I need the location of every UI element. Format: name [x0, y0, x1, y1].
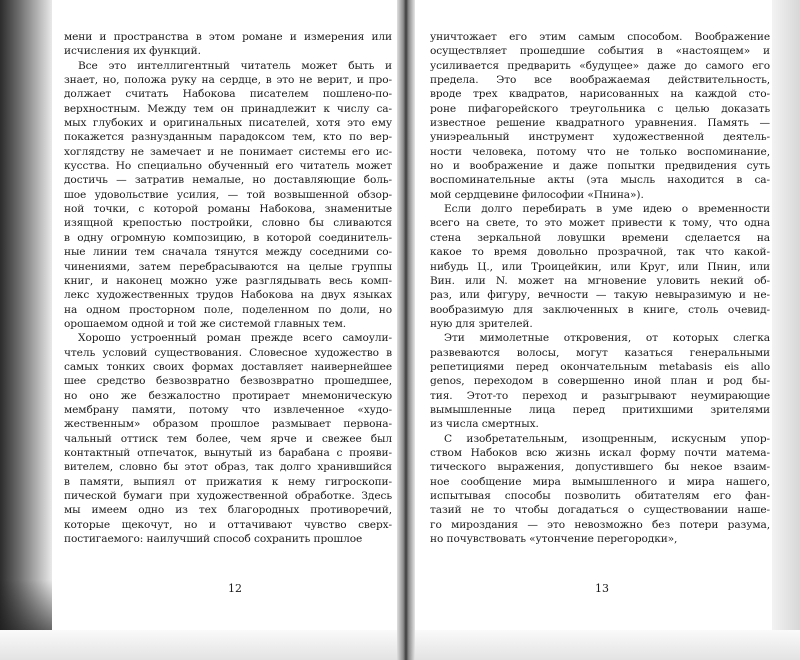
- text-line: нибудь Ц., или Троицейкин, или Круг, или Пнин, или: [430, 260, 770, 273]
- text-line: из числа смертных.: [430, 418, 539, 431]
- text-line: усиливается предварить «будущее» даже до самого его: [430, 59, 770, 72]
- text-line: которые щекочут, но и оттачивают чувство сверх-: [64, 518, 392, 531]
- text-line: униэреальный инструмент художественной деятель-: [430, 131, 770, 144]
- text-line: мембрану памяти, потому что извлеченное «худо-: [64, 403, 392, 416]
- left-page-text: [64, 30, 392, 546]
- text-line: репетициями перед окончательным metabasis eis allo: [430, 360, 770, 373]
- text-line: в памяти, выпиял от прижатия к нему гигроскопи-: [64, 475, 392, 488]
- text-line: genos, переходом в совершенно иной план и род бы-: [430, 375, 770, 388]
- text-line: чтель условий существования. Словесное художество в: [64, 346, 392, 359]
- text-line: но и воображение и даже попытки предвидения суть: [430, 160, 770, 173]
- text-line: исчисления их функций.: [64, 45, 201, 58]
- text-line: какое то время довольно прозрачной, так что какой-: [430, 246, 770, 259]
- right-page: [430, 30, 770, 630]
- text-line: кусства. Но специально обученный его читатель может: [64, 160, 392, 173]
- text-line: на одном просторном поле, поделенном по доли, но: [64, 303, 392, 316]
- text-line: ные линии тем сначала тянутся между соседними со-: [64, 246, 392, 259]
- text-line: ной точки, с которой романы Набокова, знаменитые: [64, 203, 392, 216]
- text-line: пической бумаги при художественной обработке. Здесь: [64, 490, 392, 502]
- text-line: роне пифагорейского треугольника с целью доказать: [430, 102, 770, 115]
- text-line: мени и пространства в этом романе и измерения или: [64, 31, 392, 43]
- text-line: должает считать Набокова писателем пошлено-по-: [64, 88, 392, 101]
- text-line: Все это интеллигентный читатель может быть и: [78, 59, 392, 72]
- text-line: уничтожает его этим самым способом. Воображение: [430, 31, 770, 43]
- text-line: воспоминательные акты (эта мысль находится в са-: [430, 174, 770, 187]
- text-line: вообразимую для заключенных в книге, столь очевид-: [430, 303, 770, 316]
- text-line: мы имеем одно из тех благородных противоречий,: [64, 504, 392, 517]
- text-line: шое удовольствие усилия, — той возвышенной обзор-: [64, 188, 392, 201]
- text-line: предела. Это все воображаемая действительность,: [430, 74, 770, 87]
- text-line: шее средство безвозвратно безвозвратно прошедшее,: [64, 375, 392, 388]
- text-line: тического выражения, допустившего бы некое взаим-: [430, 461, 770, 474]
- right-page-number: 13: [595, 582, 609, 595]
- left-page: [64, 30, 392, 630]
- text-line: известное решение квадратного уравнения. Память —: [430, 117, 770, 130]
- text-line: С изобретательным, изощренным, искусным упор-: [444, 432, 770, 445]
- text-line: чальный оттиск тем более, чем ярче и свежее был: [64, 432, 392, 445]
- text-line: тазий не то чтобы догадаться о существовании наше-: [430, 504, 770, 517]
- text-line: мой сердцевине философии «Пнина»).: [430, 188, 644, 201]
- text-line: чинениями, затем перебрасываются на целые группы: [64, 260, 392, 273]
- text-line: лекс художественных трудов Набокова на двух языках: [64, 289, 392, 302]
- text-line: но оно же безжалостно протирает мнемоническую: [64, 389, 392, 402]
- text-line: развеваются волосы, могут казаться генеральными: [430, 346, 770, 359]
- scan-shadow-right: [772, 0, 800, 660]
- text-line: Эти мимолетные откровения, от которых слегка: [444, 332, 770, 345]
- text-line: осуществляет прошедшие события в «настоящем» и: [430, 45, 770, 58]
- text-line: книг, и наконец можно уже разглядывать весь комп-: [64, 274, 392, 287]
- text-line: ством Набоков всю жизнь искал форму почти матема-: [430, 446, 770, 459]
- text-line: жественным» образом прошлое размывает первона-: [64, 418, 392, 431]
- text-line: Если долго перебирать в уме идею о временности: [444, 203, 770, 216]
- text-line: раз, или фигуру, вечности — такую невыразимую и не-: [430, 289, 770, 302]
- text-line: достичь — затратив немалые, но доставляющие боль-: [64, 174, 392, 187]
- text-line: мых глубоких и оригинальных писателей, хотя это ему: [64, 117, 392, 130]
- text-line: самых тонких своих формах доставляет наивернейшее: [64, 360, 392, 373]
- text-line: покажется разнузданным парадоксом тем, кто по вер-: [64, 131, 392, 144]
- text-line: но почувствовать «утончение перегородки»,: [430, 533, 678, 546]
- text-line: знает, но, положа руку на сердце, в это не верит, и про-: [64, 74, 392, 87]
- text-line: ности человека, потому что не только воспоминание,: [430, 145, 770, 158]
- scan-shadow-left: [0, 0, 52, 660]
- text-line: стена зеркальной ловушки времени сделается на: [430, 231, 770, 244]
- text-line: контактный отпечаток, вынутый из барабана с прояви-: [64, 446, 392, 459]
- text-line: Хорошо устроенный роман прежде всего самоули-: [78, 332, 392, 345]
- text-line: вымышленные лица перед притихшими зрителями: [430, 403, 770, 416]
- text-line: всего на свете, то это может привести к тому, что одна: [430, 217, 770, 230]
- text-line: орошаемом одной и той же системой главных тем.: [64, 317, 347, 330]
- text-line: Вин. или N. может на мгновение уловить некий об-: [430, 274, 770, 287]
- text-line: го мироздания — это невозможно без потери разума,: [430, 518, 770, 531]
- text-line: постигаемого: наилучший способ сохранить прошлое: [64, 533, 363, 546]
- text-line: изящной крепостью постройки, словно бы сливаются: [64, 217, 392, 230]
- text-line: ное сообщение мира вымышленного и мира нашего,: [430, 475, 770, 488]
- text-line: испытывая способы позволить обитателям его фан-: [430, 490, 770, 502]
- book-gutter: [397, 0, 415, 660]
- left-page-number: 12: [228, 582, 242, 595]
- text-line: хоглядству не замечает и не понимает системы его ис-: [64, 145, 392, 158]
- text-line: верхностным. Между тем он принадлежит к числу са-: [64, 102, 392, 115]
- text-line: тия. Этот-то переход и разыгрывают неумирающие: [430, 389, 770, 402]
- text-line: в одну огромную композицию, в которой соединитель-: [64, 231, 392, 244]
- text-line: вроде трех квадратов, нарисованных на каждой сто-: [430, 88, 770, 101]
- text-line: вителем, словно бы этот образ, так долго хранившийся: [64, 461, 392, 474]
- right-page-text: [430, 30, 770, 546]
- text-line: ную для зрителей.: [430, 317, 533, 330]
